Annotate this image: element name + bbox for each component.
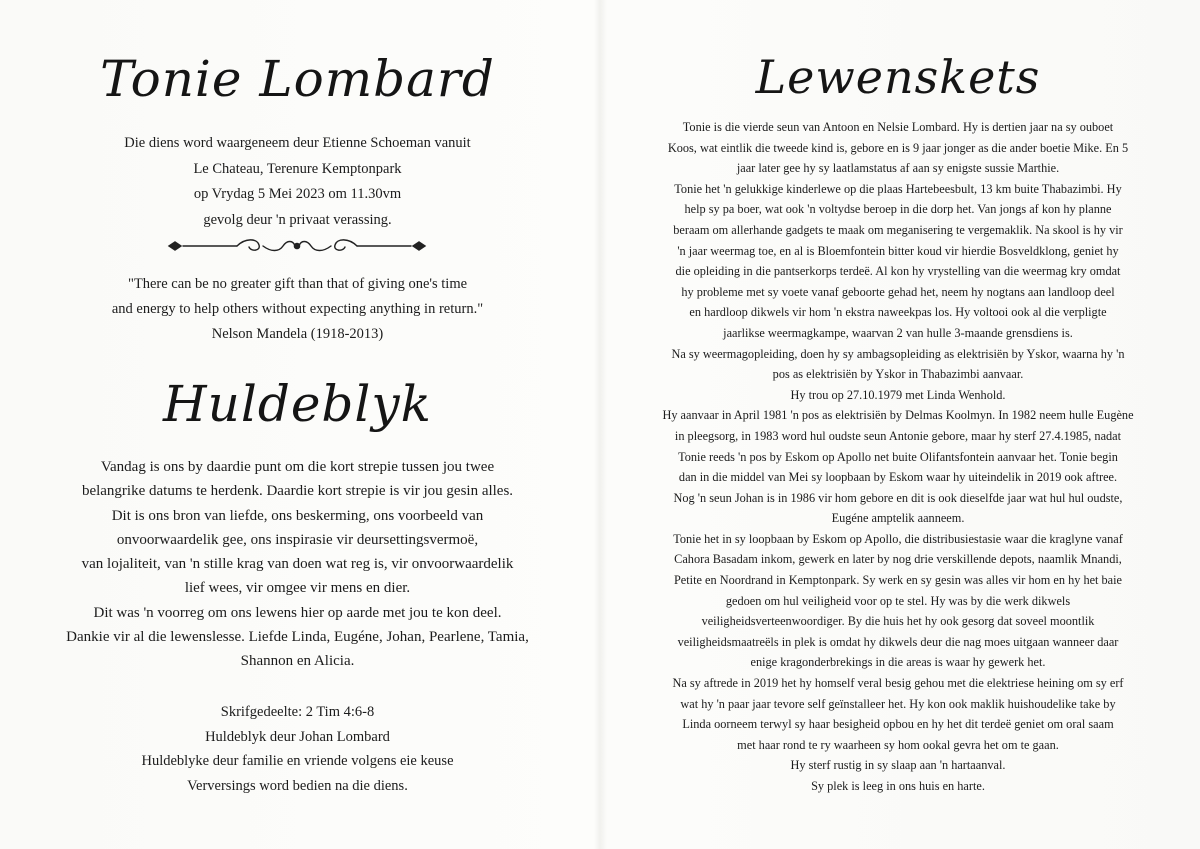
- bio-line: Na sy aftrede in 2019 het hy homself veral besig gehou met die elektriese heining om sy erf: [672, 676, 1124, 691]
- quote-attribution: Nelson Mandela (1918-2013): [211, 326, 384, 342]
- service-details: [40, 131, 555, 233]
- credit-line: Skrifgedeelte: 2 Tim 4:6-8: [220, 704, 375, 720]
- service-line: Die diens word waargeneem deur Etienne Schoeman vanuit: [124, 135, 471, 151]
- bio-line: en hardloop dikwels vir hom 'n ekstra naweekpas los. Hy voltooi ook al die verpligte: [689, 305, 1107, 320]
- left-page: [40, 0, 555, 849]
- bio-line: Linda oorneem terwyl sy haar besigheid opbou en hy het dit terdeë geniet om oral saam: [682, 717, 1114, 732]
- biography-title: Lewenskets: [755, 50, 1041, 104]
- service-line: gevolg deur 'n privaat verassing.: [203, 211, 392, 228]
- tribute-line: lief wees, vir omgee vir mens en dier.: [184, 580, 411, 597]
- tribute-line: Dit is ons bron van liefde, ons beskerming, ons voorbeeld van: [111, 507, 484, 524]
- bio-line: die opleiding in die pantserkorps terdeë. Al kon hy vrystelling van die weermag kry omdat: [675, 264, 1121, 279]
- bio-line: Nog 'n seun Johan is in 1986 vir hom gebore en dit is ook dieselfde jaar wat hul hul oudste,: [673, 490, 1123, 505]
- tribute-line: Shannon en Alicia.: [240, 653, 355, 670]
- bio-line: wat hy 'n paar jaar tevore self geïnstalleer het. Hy kon ook maklik huishoudelike take by: [680, 696, 1116, 711]
- bio-line: veiligheidsverteenwoordiger. By die huis het hy ook gesorg dat soveel moontlik: [701, 614, 1095, 629]
- bio-line: beraam om allerhande gadgets te maak om meganisering te vergemaklik. Na skool is hy vir: [673, 222, 1123, 237]
- biography-text: [628, 117, 1168, 797]
- quote-line: and energy to help others without expecting anything in return.": [111, 301, 484, 317]
- bio-line: help sy pa boer, wat ook 'n voltydse beroep in die dorp het. Van jongs af kon hy planne: [684, 202, 1112, 217]
- bio-line: Sy plek is leeg in ons huis en harte.: [811, 779, 985, 793]
- bio-line: Tonie het 'n gelukkige kinderlewe op die plaas Hartebeesbult, 13 km buite Thabazimbi. Hy: [674, 181, 1122, 196]
- quote: [40, 272, 555, 347]
- bio-line: Petite en Noordrand in Kemptonpark. Sy werk en sy gesin was alles vir hom en hy het baie: [673, 573, 1123, 588]
- right-page: [628, 0, 1168, 849]
- bio-line: Tonie reeds 'n pos by Eskom op Apollo net buite Olifantsfontein aanvaar het. Tonie begin: [678, 449, 1118, 464]
- bio-line: enige kragonderbrekings in die areas is waar hy gewerk het.: [750, 655, 1046, 670]
- bio-line: in pleegsorg, in 1983 word hul oudste seun Antonie gebore, maar hy sterf 27.4.1985, nadat: [674, 428, 1122, 443]
- bio-line: jaarlikse weermagkampe, waarvan 2 van hulle 3-maande grensdiens is.: [723, 325, 1073, 340]
- credit-line: Huldeblyk deur Johan Lombard: [205, 728, 390, 745]
- name-title: Tonie Lombard: [100, 50, 495, 108]
- bio-line: Hy aanvaar in April 1981 'n pos as elektrisiën by Delmas Koolmyn. In 1982 neem hulle Eugène: [662, 408, 1134, 423]
- bio-line: Cahora Basadam inkom, gewerk en later by nog drie verskillende depots, naamlik Mnandi,: [674, 552, 1122, 567]
- tribute-line: onvoorwaardelik gee, ons inspirasie vir deursettingsvermoë,: [116, 531, 479, 548]
- tribute-line: van lojaliteit, van 'n stille krag van doen wat reg is, vir onvoorwaardelik: [81, 556, 514, 573]
- service-line: op Vrydag 5 Mei 2023 om 11.30vm: [193, 186, 402, 202]
- tribute-line: Dit was 'n voorreg om ons lewens hier op aarde met jou te kon deel.: [93, 604, 502, 621]
- bio-line: Hy trou op 27.10.1979 met Linda Wenhold.: [790, 387, 1006, 402]
- tribute-title: Huldeblyk: [163, 375, 432, 433]
- tribute-line: Vandag is ons by daardie punt om die kort strepie tussen jou twee: [100, 459, 495, 475]
- bio-line: pos as elektrisiën by Yskor in Thabazimbi aanvaar.: [772, 367, 1024, 382]
- bio-line: Eugéne amptelik aanneem.: [831, 511, 965, 526]
- bio-line: Na sy weermagopleiding, doen hy sy ambagsopleiding as elektrisiën by Yskor, waarna hy 'n: [671, 346, 1125, 361]
- bio-line: Tonie is die vierde seun van Antoon en Nelsie Lombard. Hy is dertien jaar na sy ouboet: [682, 120, 1114, 134]
- service-line: Le Chateau, Terenure Kemptonpark: [193, 160, 402, 177]
- bio-line: dan in die middel van Mei sy loopbaan by Eskom waar hy uiteindelik in 2019 ook aftree.: [678, 470, 1118, 485]
- credit-line: Verversings word bedien na die diens.: [187, 777, 408, 794]
- tribute-line: belangrike datums te herdenk. Daardie kort strepie is vir jou gesin alles.: [81, 483, 514, 500]
- bio-line: hy probleme met sy voete vanaf geboorte gehad het, neem hy nogtans aan landloop deel: [681, 284, 1115, 299]
- bio-line: Tonie het in sy loopbaan by Eskom op Apollo, die distribusiestasie waar die kraglyne vanaf: [673, 531, 1123, 546]
- bio-line: Hy sterf rustig in sy slaap aan 'n hartaanval.: [790, 758, 1006, 773]
- bio-line: 'n jaar weermag toe, en al is Bloemfontein bitter koud vir hierdie Bosveldklong, geniet hy: [677, 243, 1119, 258]
- quote-line: "There can be no greater gift than that of giving one's time: [127, 276, 468, 292]
- tribute-line: Dankie vir al die lewenslesse. Liefde Linda, Eugéne, Johan, Pearlene, Tamia,: [66, 629, 529, 646]
- bio-line: jaar later gee hy sy laatlamstatus af aan sy enigste sussie Marthie.: [736, 161, 1060, 176]
- bio-line: gedoen om hul veiligheid voor op te stel. Hy was by die werk dikwels: [725, 593, 1071, 608]
- bio-line: Koos, wat eintlik die tweede kind is, gebore en is 9 jaar jonger as die ander boetie Mike. En 5: [667, 140, 1129, 155]
- bio-line: veiligheidsmaatreëls in plek is omdat hy dikwels deur die nag moes uitgaan wanneer daar: [677, 634, 1119, 649]
- tribute-text: [40, 455, 555, 674]
- program-credits: [40, 700, 555, 798]
- bio-line: met haar rond te ry waarheen sy hom ookal gevra het om te gaan.: [737, 737, 1059, 752]
- flourish-divider-icon: [167, 236, 427, 256]
- credit-line: Huldeblyke deur familie en vriende volgens eie keuse: [141, 753, 454, 769]
